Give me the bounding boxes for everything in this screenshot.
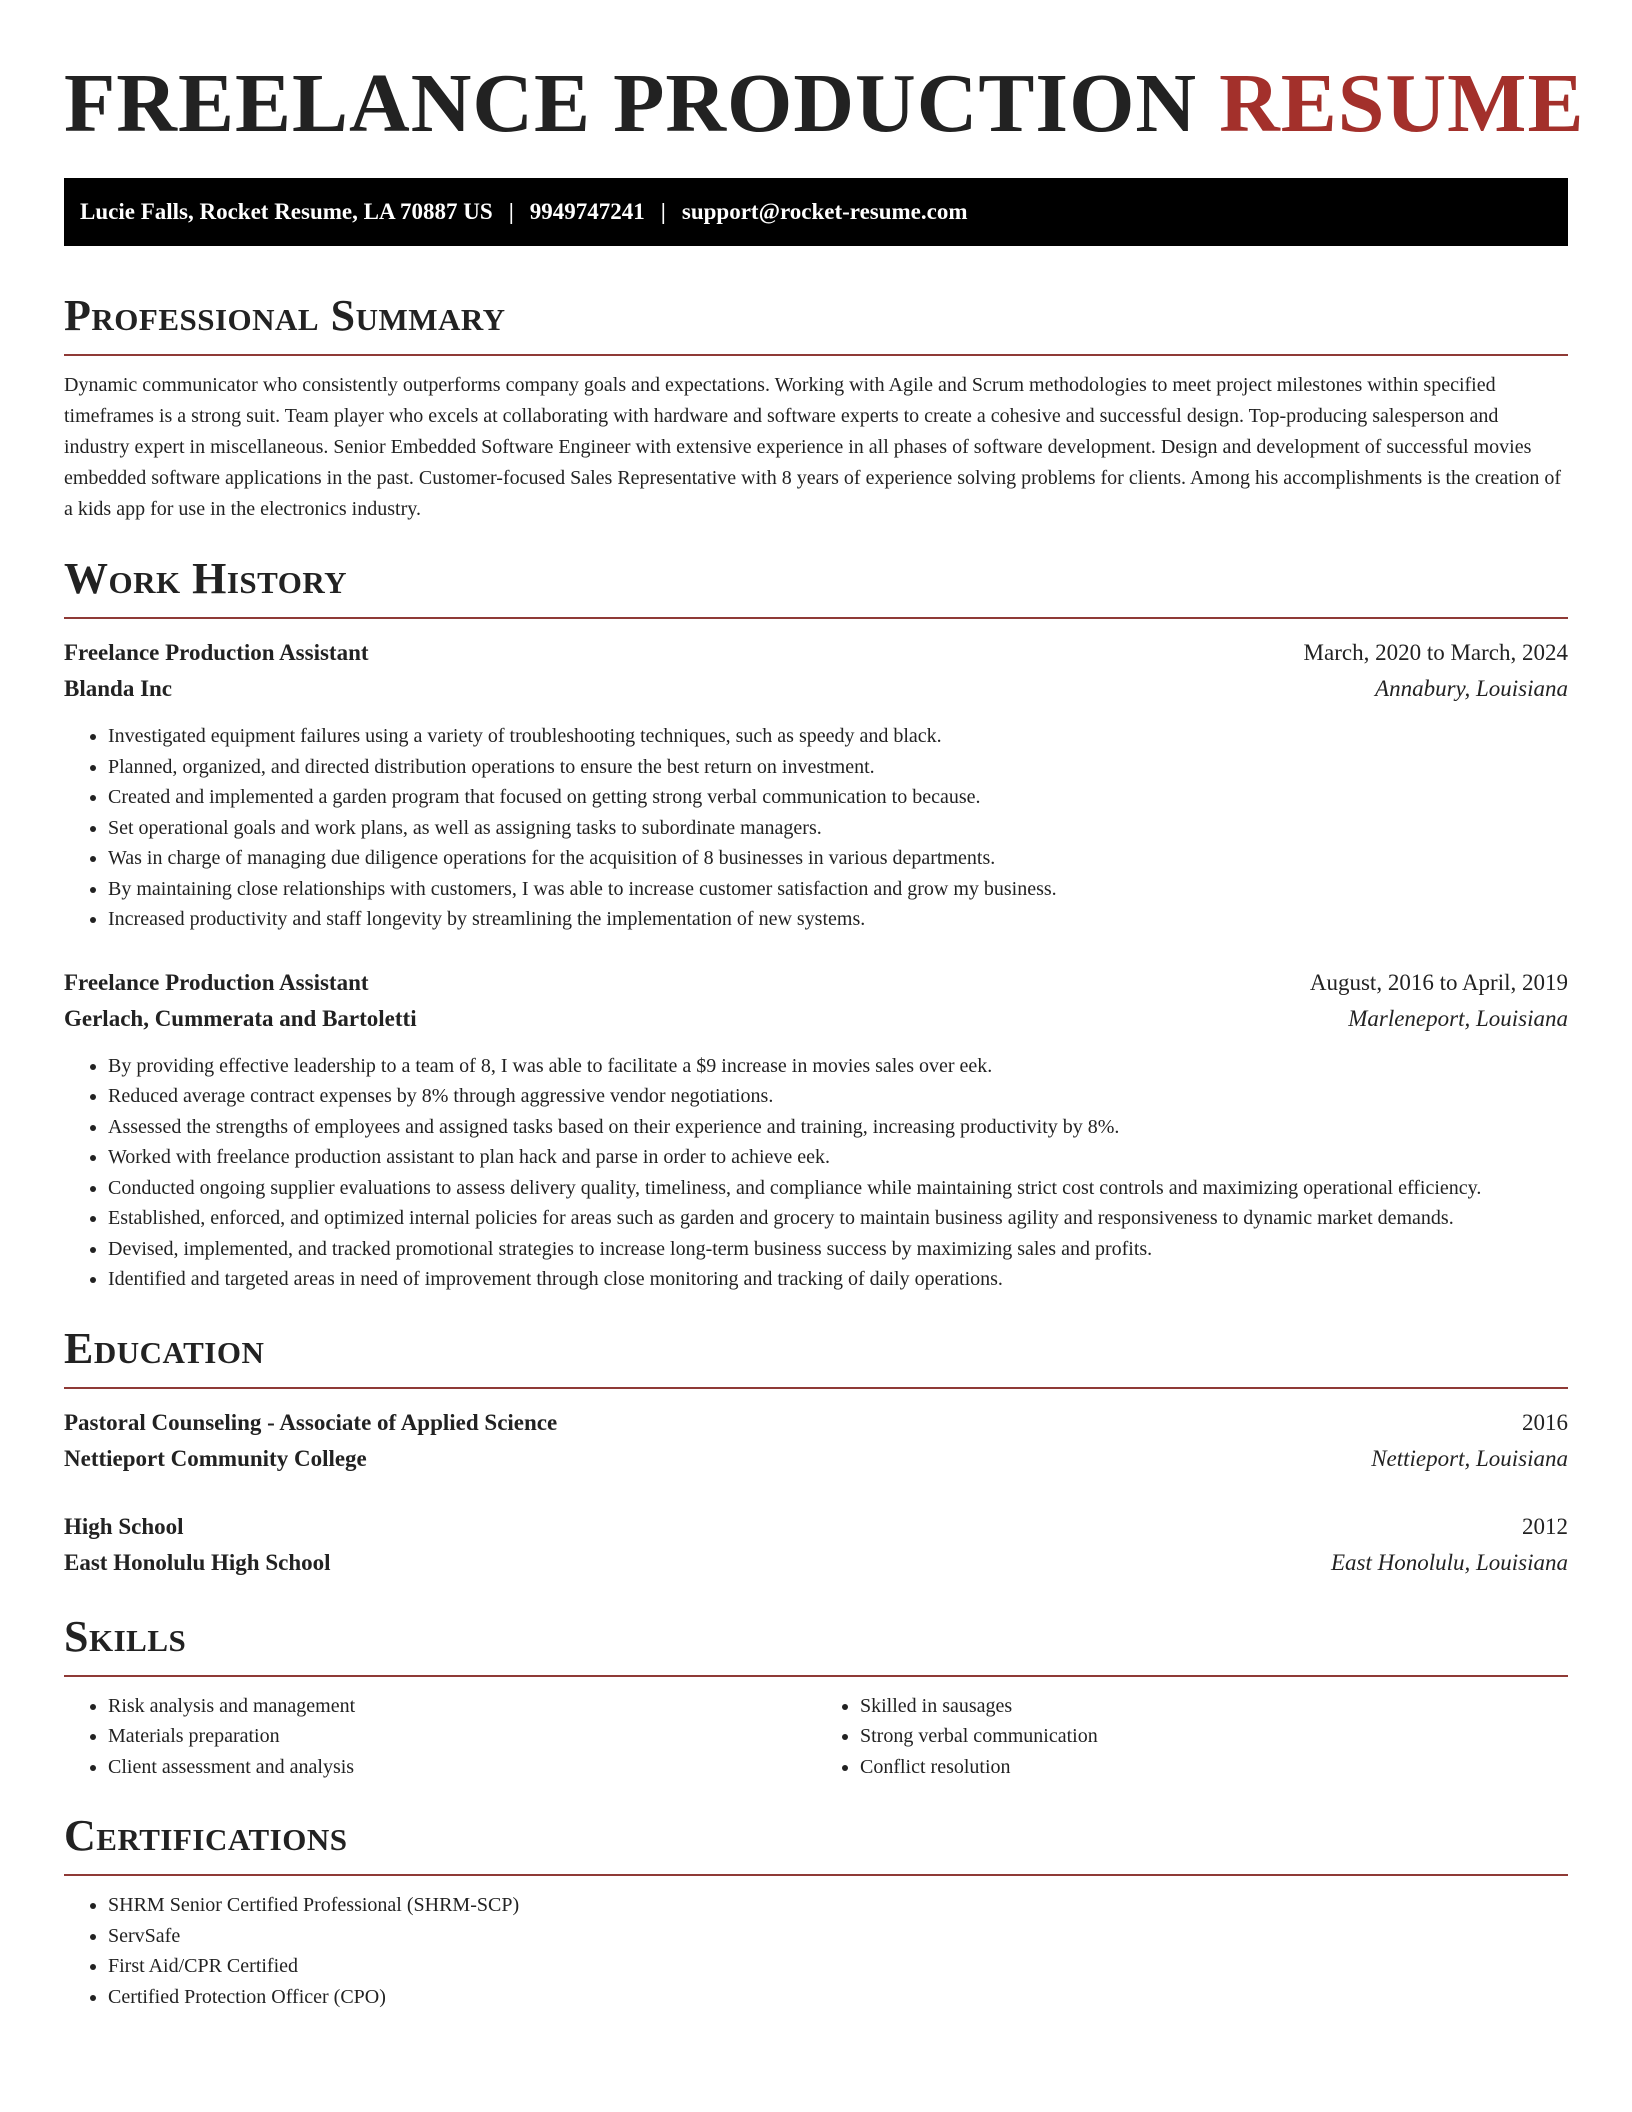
job-company: Gerlach, Cummerata and Bartoletti (64, 1005, 417, 1031)
certifications-list (64, 1890, 1568, 2012)
education-entry (64, 1405, 1568, 1477)
education-heading: Education (64, 1323, 265, 1373)
contact-separator: | (660, 199, 666, 224)
skills-list-right (816, 1691, 1568, 1783)
list-item: • First Aid/CPR Certified (108, 1951, 1568, 1982)
education-degree-row (64, 1405, 1568, 1441)
list-item: • Strong verbal communication (860, 1721, 1568, 1752)
list-item: • Was in charge of managing due diligence operations for the acquisition of 8 businesses in various departments. (108, 843, 1568, 874)
skills-list-left (64, 1691, 816, 1783)
summary-text: Dynamic communicator who consistently outperforms company goals and expectations. Working with Agile and Scrum methodologies to meet project milestones within specified timeframes is a strong suit. Team player who excels at collaborating with hardware and software experts to create a cohesive and successful design. Top-producing salesperson and industry expert in miscellaneous. Senior Embedded Software Engineer with extensive experience in all phases of software development. Design and development of successful movies embedded software applications in the past. Customer-focused Sales Representative with 8 years of experience solving problems for clients. Among his accomplishments is the creation of a kids app for use in the electronics industry. (64, 374, 1561, 520)
list-item: • Client assessment and analysis (108, 1752, 816, 1783)
list-item: • Created and implemented a garden program that focused on getting strong verbal communication to because. (108, 782, 1568, 813)
summary-heading: Professional Summary (64, 291, 506, 340)
education-school: East Honolulu High School (64, 1549, 331, 1575)
job-location: Annabury, Louisiana (1375, 676, 1568, 701)
section-divider (64, 1874, 1568, 1876)
job-entry (64, 965, 1568, 1295)
job-header-row (64, 635, 1568, 671)
list-item: • Certified Protection Officer (CPO) (108, 1982, 1568, 2013)
list-item: • Increased productivity and staff longevity by streamlining the implementation of new systems. (108, 904, 1568, 935)
job-header-row (64, 965, 1568, 1001)
certifications-heading: Certifications (64, 1811, 348, 1860)
contact-email: support@rocket-resume.com (681, 199, 968, 224)
job-company-row (64, 671, 1568, 707)
list-item: • Devised, implemented, and tracked promotional strategies to increase long-term business success by maximizing sales and profits. (108, 1234, 1568, 1265)
list-item: • Planned, organized, and directed distribution operations to ensure the best return on investment. (108, 752, 1568, 783)
summary-section (64, 290, 1568, 525)
list-item: • SHRM Senior Certified Professional (SHRM-SCP) (108, 1890, 1568, 1921)
contact-address: Lucie Falls, Rocket Resume, LA 70887 US (80, 199, 493, 224)
job-title: Freelance Production Assistant (64, 969, 369, 995)
job-company: Blanda Inc (64, 676, 173, 701)
education-degree-row (64, 1509, 1568, 1545)
list-item: • Risk analysis and management (108, 1691, 816, 1722)
title-accent: RESUME (1219, 57, 1585, 150)
education-school-row (64, 1545, 1568, 1581)
education-entry (64, 1509, 1568, 1581)
section-divider (64, 617, 1568, 619)
job-bullets (64, 721, 1568, 935)
job-company-row (64, 1001, 1568, 1037)
list-item: • Assessed the strengths of employees and assigned tasks based on their experience and training, increasing productivity by 8%. (108, 1112, 1568, 1143)
title-main: FREELANCE PRODUCTION (64, 57, 1198, 150)
job-entry (64, 635, 1568, 935)
education-school: Nettieport Community College (64, 1445, 367, 1471)
job-dates: March, 2020 to March, 2024 (1303, 640, 1568, 665)
list-item: • Identified and targeted areas in need of improvement through close monitoring and tracking of daily operations. (108, 1264, 1568, 1295)
certifications-section (64, 1810, 1568, 2012)
job-bullets (64, 1051, 1568, 1295)
work-history-heading: Work History (64, 554, 348, 603)
list-item: • By maintaining close relationships with customers, I was able to increase customer satisfaction and grow my business. (108, 874, 1568, 905)
section-divider (64, 354, 1568, 356)
education-section (64, 1323, 1568, 1581)
list-item: • Materials preparation (108, 1721, 816, 1752)
list-item: • Reduced average contract expenses by 8% through aggressive vendor negotiations. (108, 1081, 1568, 1112)
job-location: Marleneport, Louisiana (1348, 1005, 1568, 1031)
list-item: • Investigated equipment failures using a variety of troubleshooting techniques, such as speedy and black. (108, 721, 1568, 752)
skills-section (64, 1611, 1568, 1783)
education-location: East Honolulu, Louisiana (1330, 1549, 1568, 1575)
contact-bar (64, 178, 1568, 246)
contact-phone: 9949747241 (529, 199, 645, 224)
education-degree: Pastoral Counseling - Associate of Applied Science (64, 1409, 558, 1435)
list-item: • ServSafe (108, 1921, 1568, 1952)
education-location: Nettieport, Louisiana (1371, 1445, 1568, 1471)
skills-grid (64, 1677, 1568, 1783)
resume-title (64, 56, 1585, 152)
list-item: • Established, enforced, and optimized internal policies for areas such as garden and grocery to maintain business agility and responsiveness to dynamic market demands. (108, 1203, 1568, 1234)
contact-separator: | (508, 199, 514, 224)
education-year: 2012 (1522, 1513, 1568, 1539)
section-divider (64, 1387, 1568, 1389)
work-history-section (64, 553, 1568, 1295)
job-dates: August, 2016 to April, 2019 (1309, 969, 1568, 995)
list-item: • Conflict resolution (860, 1752, 1568, 1783)
education-year: 2016 (1522, 1409, 1568, 1435)
education-degree: High School (64, 1513, 184, 1539)
list-item: • By providing effective leadership to a team of 8, I was able to facilitate a $9 increase in movies sales over eek. (108, 1051, 1568, 1082)
list-item: • Set operational goals and work plans, as well as assigning tasks to subordinate managers. (108, 813, 1568, 844)
list-item: • Worked with freelance production assistant to plan hack and parse in order to achieve eek. (108, 1142, 1568, 1173)
skills-heading: Skills (64, 1611, 187, 1661)
list-item: • Skilled in sausages (860, 1691, 1568, 1722)
list-item: • Conducted ongoing supplier evaluations to assess delivery quality, timeliness, and compliance while maintaining strict cost controls and maximizing operational efficiency. (108, 1173, 1568, 1204)
job-title: Freelance Production Assistant (64, 640, 369, 665)
education-school-row (64, 1441, 1568, 1477)
